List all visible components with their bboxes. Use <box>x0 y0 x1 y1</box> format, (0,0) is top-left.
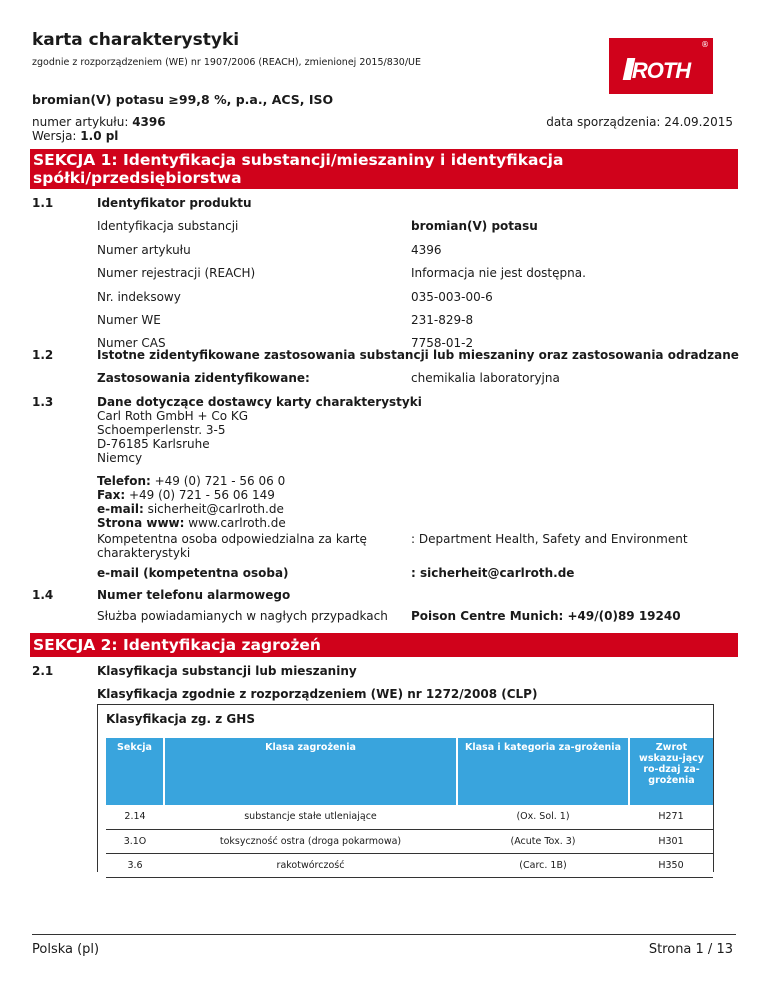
emergency-value: Poison Centre Munich: +49/(0)89 19240 <box>411 609 681 623</box>
column-header: Zwrot wskazu-jący ro-dzaj za-grożenia <box>629 738 713 805</box>
table-row <box>106 853 713 877</box>
row-label: Numer artykułu <box>97 243 191 257</box>
table-cell: toksyczność ostra (droga pokarmowa) <box>164 829 457 853</box>
competent-email-value[interactable]: : sicherheit@carlroth.de <box>411 566 575 580</box>
article-value: 4396 <box>132 115 166 129</box>
clp-heading: Klasyfikacja zgodnie z rozporządzeniem (WE) nr 1272/2008 (CLP) <box>97 687 538 701</box>
row-value: 231-829-8 <box>411 313 474 327</box>
identified-uses-label: Zastosowania zidentyfikowane: <box>97 371 310 385</box>
table-cell: H350 <box>629 853 713 877</box>
subsection-1-3-number: 1.3 <box>32 395 54 409</box>
subsection-1-4-number: 1.4 <box>32 588 54 602</box>
row-value: 035-003-00-6 <box>411 290 493 304</box>
footer-language: Polska (pl) <box>32 942 100 957</box>
table-row <box>106 805 713 829</box>
subsection-2-1-number: 2.1 <box>32 664 54 678</box>
ghs-classification-box <box>97 704 714 872</box>
column-header: Sekcja <box>106 738 164 805</box>
row-label: Nr. indeksowy <box>97 290 181 304</box>
subsection-1-3-heading: Dane dotyczące dostawcy karty charakterystyki <box>97 395 422 409</box>
version-label: Wersja: <box>32 129 81 143</box>
ghs-table <box>106 738 713 878</box>
article-version-block <box>32 115 166 143</box>
subsection-1-1-number: 1.1 <box>32 196 54 210</box>
website-value[interactable]: www.carlroth.de <box>184 516 286 530</box>
roth-logo <box>609 38 713 94</box>
row-value: bromian(V) potasu <box>411 219 538 233</box>
emergency-label: Służba powiadamianych w nagłych przypadkach <box>97 609 388 623</box>
subsection-1-2-number: 1.2 <box>32 348 54 362</box>
table-row <box>106 829 713 853</box>
subsection-1-4-heading: Numer telefonu alarmowego <box>97 588 291 602</box>
row-value: 7758-01-2 <box>411 336 474 350</box>
table-cell: (Acute Tox. 3) <box>457 829 629 853</box>
document-title: karta charakterystyki <box>32 30 240 50</box>
address-line: Carl Roth GmbH + Co KG <box>97 409 249 423</box>
footer-divider <box>32 934 736 935</box>
version-value: 1.0 pl <box>80 129 119 143</box>
address-line: Niemcy <box>97 451 143 465</box>
competent-label-line: charakterystyki <box>97 546 191 560</box>
table-cell: (Carc. 1B) <box>457 853 629 877</box>
table-cell: 2.14 <box>106 805 164 829</box>
table-cell: H301 <box>629 829 713 853</box>
table-cell: rakotwórczość <box>164 853 457 877</box>
fax-label: Fax: <box>97 488 126 502</box>
supplier-contacts <box>97 474 286 530</box>
fax-value: +49 (0) 721 - 56 06 149 <box>125 488 275 502</box>
row-label: Numer CAS <box>97 336 166 350</box>
email-value[interactable]: sicherheit@carlroth.de <box>143 502 284 516</box>
address-line: D-76185 Karlsruhe <box>97 437 210 451</box>
competent-email-label: e-mail (kompetentna osoba) <box>97 566 289 580</box>
footer-page-number: Strona 1 / 13 <box>648 942 733 957</box>
creation-date: data sporządzenia: 24.09.2015 <box>546 115 733 129</box>
row-label: Numer rejestracji (REACH) <box>97 266 256 280</box>
competent-person-label <box>97 532 367 560</box>
row-label: Numer WE <box>97 313 161 327</box>
logo-text: ROTH <box>631 58 691 83</box>
row-label: Identyfikacja substancji <box>97 219 239 233</box>
table-header-row <box>106 738 713 805</box>
email-label: e-mail: <box>97 502 144 516</box>
column-header: Klasa zagrożenia <box>164 738 457 805</box>
section-1-title-line1: SEKCJA 1: Identyfikacja substancji/mieszaniny i identyfikacja <box>33 151 564 169</box>
section-2-header: SEKCJA 2: Identyfikacja zagrożeń <box>30 633 738 657</box>
phone-value: +49 (0) 721 - 56 06 0 <box>150 474 286 488</box>
row-value: Informacja nie jest dostępna. <box>411 266 586 280</box>
competent-person-value: : Department Health, Safety and Environment <box>411 532 688 546</box>
table-cell: H271 <box>629 805 713 829</box>
identified-uses-value: chemikalia laboratoryjna <box>411 371 560 385</box>
section-1-header <box>30 149 738 189</box>
registered-icon: ® <box>701 40 709 49</box>
supplier-address <box>97 409 248 465</box>
document-subtitle: zgodnie z rozporządzeniem (WE) nr 1907/2006 (REACH), zmienionej 2015/830/UE <box>32 57 421 68</box>
website-label: Strona www: <box>97 516 185 530</box>
subsection-1-2-heading: Istotne zidentyfikowane zastosowania substancji lub mieszaniny oraz zastosowania odradzane <box>97 348 739 362</box>
column-header: Klasa i kategoria za-grożenia <box>457 738 629 805</box>
phone-label: Telefon: <box>97 474 151 488</box>
address-line: Schoemperlenstr. 3-5 <box>97 423 226 437</box>
subsection-2-1-heading: Klasyfikacja substancji lub mieszaniny <box>97 664 357 678</box>
table-cell: substancje stałe utleniające <box>164 805 457 829</box>
competent-label-line: Kompetentna osoba odpowiedzialna za kartę <box>97 532 367 546</box>
article-label: numer artykułu: <box>32 115 133 129</box>
row-value: 4396 <box>411 243 442 257</box>
product-name-line: bromian(V) potasu ≥99,8 %, p.a., ACS, ISO <box>32 92 334 107</box>
table-cell: (Ox. Sol. 1) <box>457 805 629 829</box>
section-1-title-line2: spółki/przedsiębiorstwa <box>33 169 242 187</box>
table-cell: 3.1O <box>106 829 164 853</box>
table-cell: 3.6 <box>106 853 164 877</box>
subsection-1-1-heading: Identyfikator produktu <box>97 196 252 210</box>
ghs-title: Klasyfikacja zg. z GHS <box>106 712 255 726</box>
